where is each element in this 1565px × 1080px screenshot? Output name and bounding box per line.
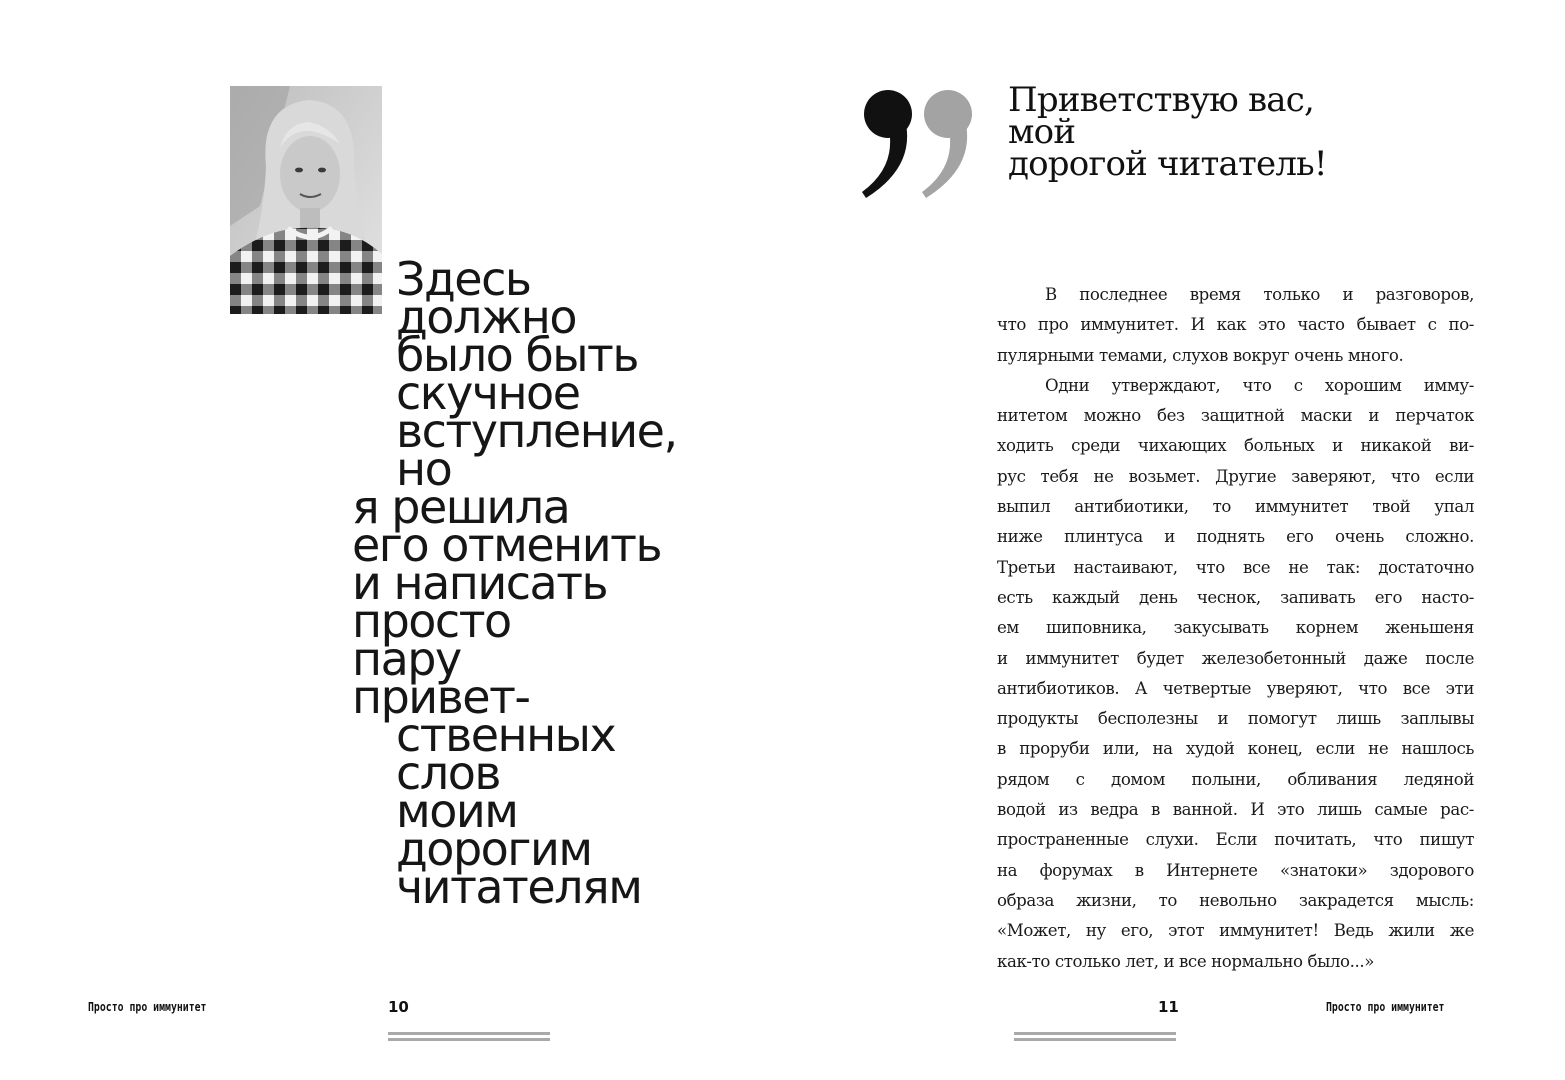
intro-line: дорогим <box>396 822 592 876</box>
intro-line: моим <box>396 784 518 838</box>
heading-line: Приветствую вас, <box>1008 80 1315 120</box>
page-number: 10 <box>388 998 409 1016</box>
body-line: рус тебя не возьмет. Другие заверяют, что если <box>997 466 1474 486</box>
body-line: образа жизни, то невольно закрадется мысль: <box>997 890 1474 910</box>
body-line: и иммунитет будет железобетонный даже после <box>997 648 1474 668</box>
intro-line: его отменить <box>352 518 662 572</box>
intro-line: пару <box>352 632 461 686</box>
body-line: ем шиповника, закусывать корнем женьшеня <box>997 618 1474 638</box>
intro-line: должно <box>396 290 577 344</box>
intro-line: скучное <box>396 366 580 420</box>
heading-line: мой <box>1008 112 1076 152</box>
running-title: Просто про иммунитет <box>1326 1000 1445 1014</box>
intro-line: Здесь <box>396 252 531 306</box>
intro-line: слов <box>396 746 500 800</box>
body-line: пулярными темами, слухов вокруг очень много. <box>997 345 1404 365</box>
body-line: водой из ведра в ванной. И это лишь самые рас- <box>997 800 1474 820</box>
body-paragraphs <box>997 280 1474 977</box>
body-line: рядом с домом полыни, обливания ледяной <box>997 769 1474 789</box>
intro-line: но <box>396 442 452 496</box>
footer-rule <box>1014 1032 1176 1044</box>
body-line: антибиотиков. А четвертые уверяют, что все эти <box>997 678 1474 698</box>
body-line: пространенные слухи. Если почитать, что пишут <box>997 830 1474 850</box>
body-line: В последнее время только и разговоров, <box>1045 285 1474 304</box>
intro-line: привет- <box>352 670 530 724</box>
quote-mark-icon <box>862 88 982 200</box>
footer-rule <box>388 1032 550 1044</box>
body-line: ниже плинтуса и поднять его очень сложно. <box>997 527 1474 547</box>
body-line: продукты бесполезны и помогут лишь заплывы <box>997 709 1474 729</box>
body-line: «Может, ну его, этот иммунитет! Ведь жили же <box>997 921 1474 941</box>
body-line: на форумах в Интернете «знатоки» здорового <box>997 860 1474 880</box>
body-line: Третьи настаивают, что все не так: достаточно <box>997 557 1474 577</box>
page-number: 11 <box>1158 998 1179 1016</box>
intro-line: просто <box>352 594 511 648</box>
intro-line: и написать <box>352 556 608 610</box>
body-line: Одни утверждают, что с хорошим имму- <box>1045 375 1474 395</box>
body-line: что про иммунитет. И как это часто бывает с по- <box>997 315 1474 335</box>
page-heading <box>1008 80 1327 184</box>
running-title: Просто про иммунитет <box>88 1000 207 1014</box>
intro-line: было быть <box>396 328 638 382</box>
intro-line: читателям <box>396 860 642 914</box>
intro-line: ственных <box>396 708 616 762</box>
intro-text <box>0 252 782 932</box>
right-page <box>782 0 1565 1080</box>
intro-line: вступление, <box>396 404 677 458</box>
body-line: ходить среди чихающих больных и никакой ви- <box>997 436 1474 456</box>
body-line: в проруби или, на худой конец, если не нашлось <box>997 739 1474 759</box>
body-line: нитетом можно без защитной маски и перчаток <box>997 406 1474 426</box>
left-page <box>0 0 782 1080</box>
body-line: выпил антибиотики, то иммунитет твой упал <box>997 497 1474 517</box>
intro-line: я решила <box>352 480 570 534</box>
body-line: как-то столько лет, и все нормально было...» <box>997 951 1374 971</box>
body-line: есть каждый день чеснок, запивать его насто- <box>997 587 1474 607</box>
heading-line: дорогой читатель! <box>1008 144 1327 184</box>
